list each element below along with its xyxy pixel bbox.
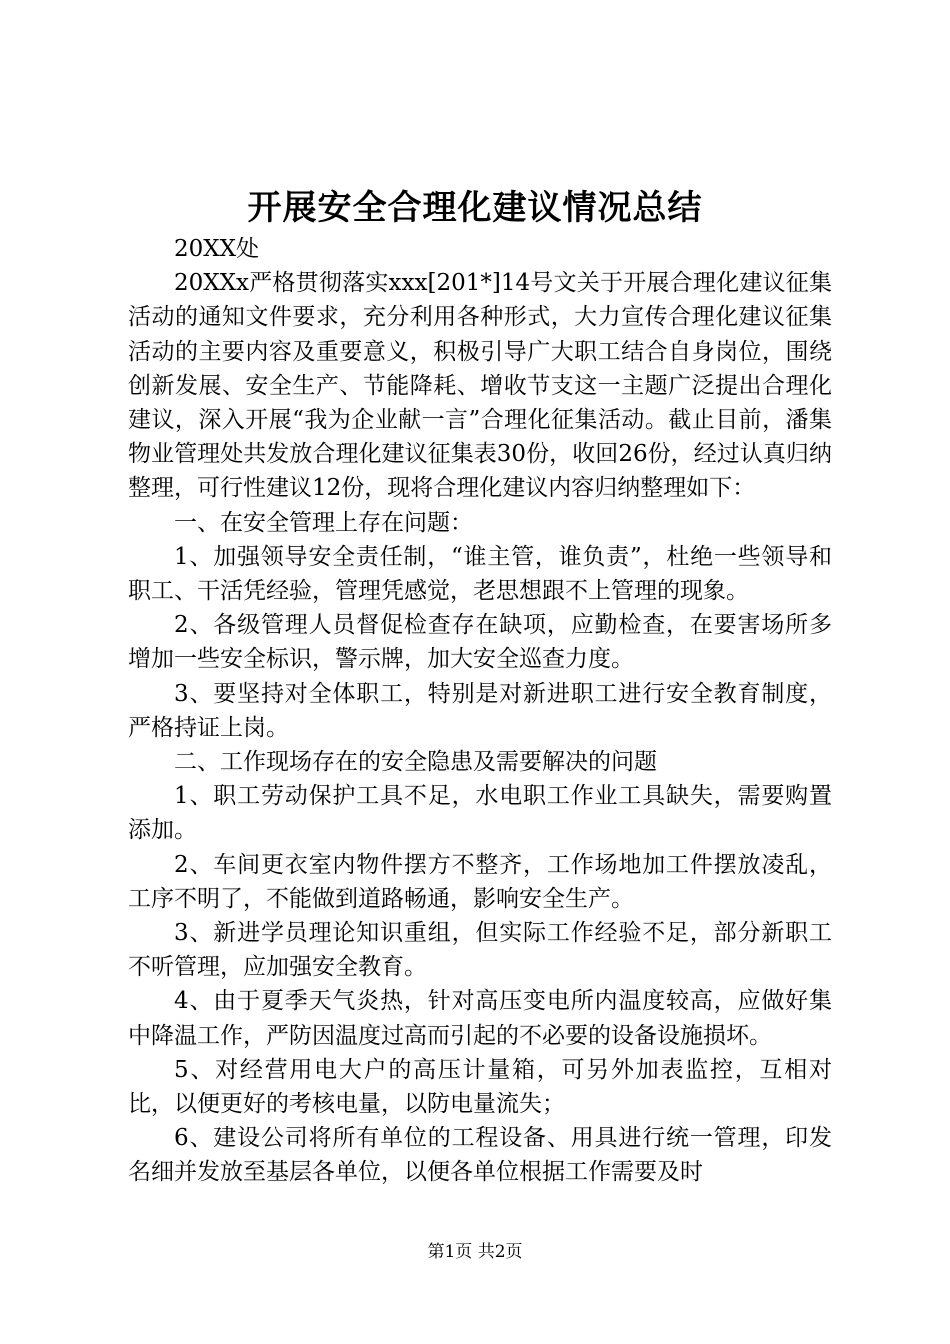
document-title: 开展安全合理化建议情况总结 <box>247 188 703 228</box>
list-item: 1、加强领导安全责任制，“谁主管，谁负责”，杜绝一些领导和职工、干活凭经验，管理凭感觉，老思想跟不上管理的现象。 <box>128 543 832 605</box>
document-body <box>128 232 832 1190</box>
list-item: 1、职工劳动保护工具不足，水电职工作业工具缺失，需要购置添加。 <box>128 783 832 844</box>
list-item: 2、各级管理人员督促检查存在缺项，应勤检查，在要害场所多增加一些安全标识，警示牌，加大安全巡查力度。 <box>128 612 832 673</box>
list-item: 3、要坚持对全体职工，特别是对新进职工进行安全教育制度，严格持证上岗。 <box>128 680 832 741</box>
section-heading-safety-management: 一、在安全管理上存在问题： <box>174 509 473 536</box>
page-footer: 第1页 共2页 <box>427 1242 523 1262</box>
paragraph-intro: 20XXx严格贯彻落实xxx[201*]14号文关于开展合理化建议征集活动的通知文件要求，充分利用各种形式，大力宣传合理化建议征集活动的主要内容及重要意义，积极引导广大职工结合自身岗位，围绕创新发展、安全生产、节能降耗、增收节支这一主题广泛提出合理化建议，深入开展“我为企业献一言”合理化征集活动。截止目前，潘集物业管理处共发放合理化建议征集表30份，收回26份，经过认真归纳整理，可行性建议12份，现将合理化建议内容归纳整理如下： <box>128 270 832 502</box>
list-item: 4、由于夏季天气炎热，针对高压变电所内温度较高，应做好集中降温工作，严防因温度过高而引起的不必要的设备设施损坏。 <box>128 988 832 1049</box>
section-heading-site-hazards: 二、工作现场存在的安全隐患及需要解决的问题 <box>174 749 657 776</box>
list-item: 2、车间更衣室内物件摆方不整齐，工作场地加工件摆放凌乱，工序不明了，不能做到道路畅通，影响安全生产。 <box>128 851 832 912</box>
list-item: 3、新进学员理论知识重组，但实际工作经验不足，部分新职工不听管理，应加强安全教育。 <box>128 920 832 981</box>
list-item: 6、建设公司将所有单位的工程设备、用具进行统一管理，印发名细并发放至基层各单位，以便各单位根据工作需要及时 <box>128 1125 832 1186</box>
list-item: 5、对经营用电大户的高压计量箱，可另外加表监控，互相对比，以便更好的考核电量，以防电量流失； <box>128 1056 832 1118</box>
paragraph-office: 20XX处 <box>174 236 260 262</box>
